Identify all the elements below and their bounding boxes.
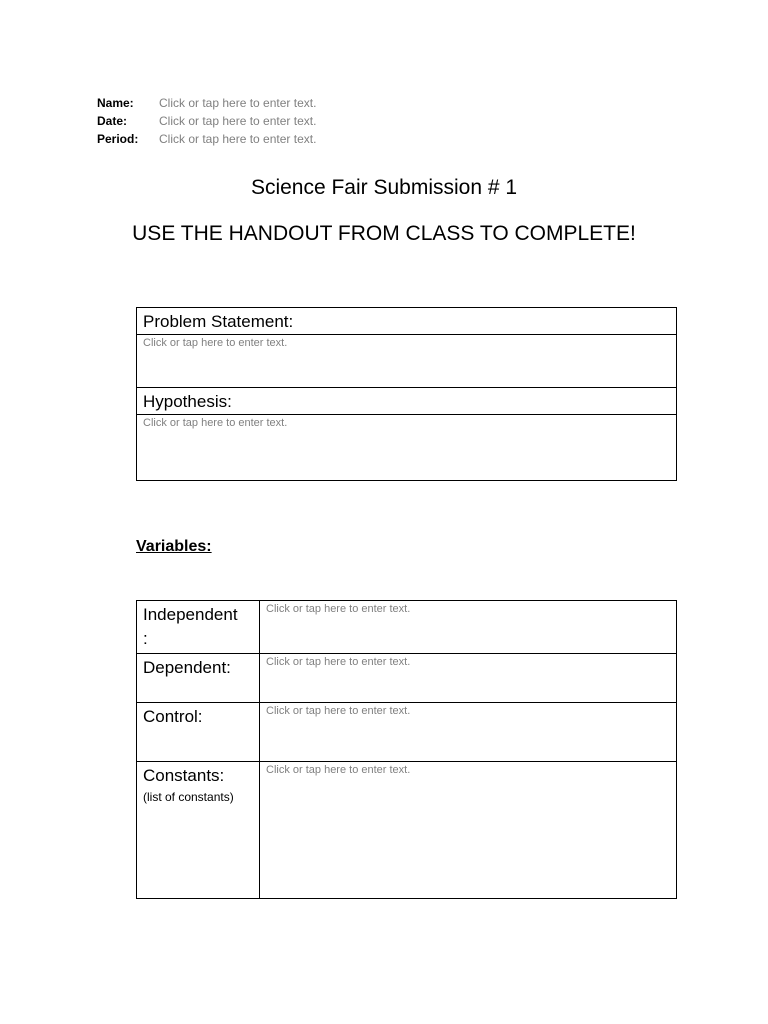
constants-note: (list of constants) xyxy=(143,790,234,804)
name-field[interactable]: Click or tap here to enter text. xyxy=(159,96,317,110)
date-label: Date: xyxy=(97,114,128,128)
control-label: Control: xyxy=(137,703,260,761)
table-row xyxy=(137,654,676,703)
problem-statement-label: Problem Statement: xyxy=(137,308,676,335)
date-row xyxy=(97,112,316,130)
hypothesis-label: Hypothesis: xyxy=(137,388,676,415)
independent-label: Independent : xyxy=(137,601,260,653)
variables-heading: Variables: xyxy=(136,538,212,555)
table-row xyxy=(137,601,676,654)
independent-field[interactable]: Click or tap here to enter text. xyxy=(266,603,411,615)
constants-label: Constants: xyxy=(143,766,225,785)
variables-table xyxy=(136,600,677,899)
table-row xyxy=(137,703,676,762)
constants-label-cell xyxy=(137,762,260,898)
dependent-field[interactable]: Click or tap here to enter text. xyxy=(266,656,411,668)
period-row xyxy=(97,130,316,148)
page-subtitle: USE THE HANDOUT FROM CLASS TO COMPLETE! xyxy=(132,222,636,245)
period-label: Period: xyxy=(97,132,139,146)
table-row xyxy=(137,762,676,898)
dependent-label: Dependent: xyxy=(137,654,260,702)
constants-field[interactable]: Click or tap here to enter text. xyxy=(266,764,411,776)
date-field[interactable]: Click or tap here to enter text. xyxy=(159,114,317,128)
name-row xyxy=(97,94,316,112)
period-field[interactable]: Click or tap here to enter text. xyxy=(159,132,317,146)
page-title: Science Fair Submission # 1 xyxy=(250,176,518,199)
control-field[interactable]: Click or tap here to enter text. xyxy=(266,705,411,717)
name-label: Name: xyxy=(97,96,134,110)
student-info xyxy=(97,94,316,148)
hypothesis-field[interactable]: Click or tap here to enter text. xyxy=(143,417,288,429)
problem-statement-field[interactable]: Click or tap here to enter text. xyxy=(137,335,676,388)
problem-hypothesis-table xyxy=(136,307,677,481)
